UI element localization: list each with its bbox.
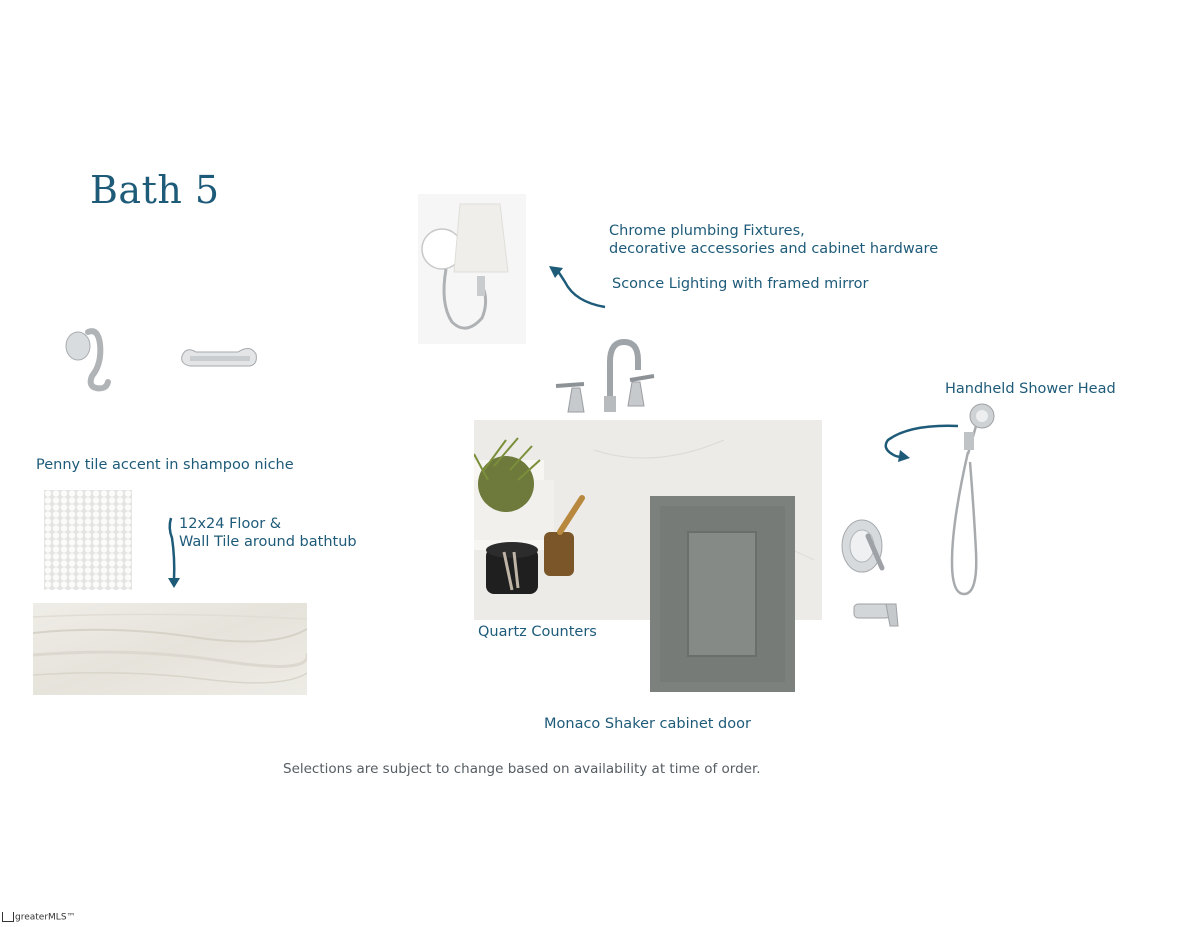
- mls-logo-text: greaterMLS™: [15, 912, 76, 923]
- shower-arrow: [880, 418, 960, 464]
- toilet-paper-holder-image: [176, 338, 262, 378]
- floor-tile-label-line2: Wall Tile around bathtub: [179, 534, 357, 550]
- cabinet-label: Monaco Shaker cabinet door: [544, 716, 751, 732]
- tub-spout-image: [852, 598, 904, 628]
- sconce-label: Sconce Lighting with framed mirror: [612, 276, 869, 292]
- disclaimer-text: Selections are subject to change based on availability at time of order.: [283, 761, 761, 777]
- sconce-arrow: [545, 262, 610, 312]
- sconce-image: [418, 194, 526, 344]
- mls-logo: [2, 912, 76, 923]
- cabinet-door-swatch: [650, 496, 795, 692]
- robe-hook-image: [62, 324, 118, 392]
- quartz-label: Quartz Counters: [478, 624, 597, 640]
- shower-valve-image: [838, 516, 894, 578]
- penny-tile-label: Penny tile accent in shampoo niche: [36, 457, 294, 473]
- floor-tile-swatch: [33, 603, 307, 695]
- penny-tile-swatch: [44, 490, 132, 590]
- house-icon: [2, 912, 14, 922]
- floor-tile-label-line1: 12x24 Floor &: [179, 516, 282, 532]
- page-title: Bath 5: [90, 168, 220, 212]
- plumbing-label-line1: Chrome plumbing Fixtures,: [609, 223, 805, 239]
- shower-label: Handheld Shower Head: [945, 381, 1116, 397]
- faucet-image: [552, 336, 658, 414]
- plumbing-label-line2: decorative accessories and cabinet hardware: [609, 241, 939, 257]
